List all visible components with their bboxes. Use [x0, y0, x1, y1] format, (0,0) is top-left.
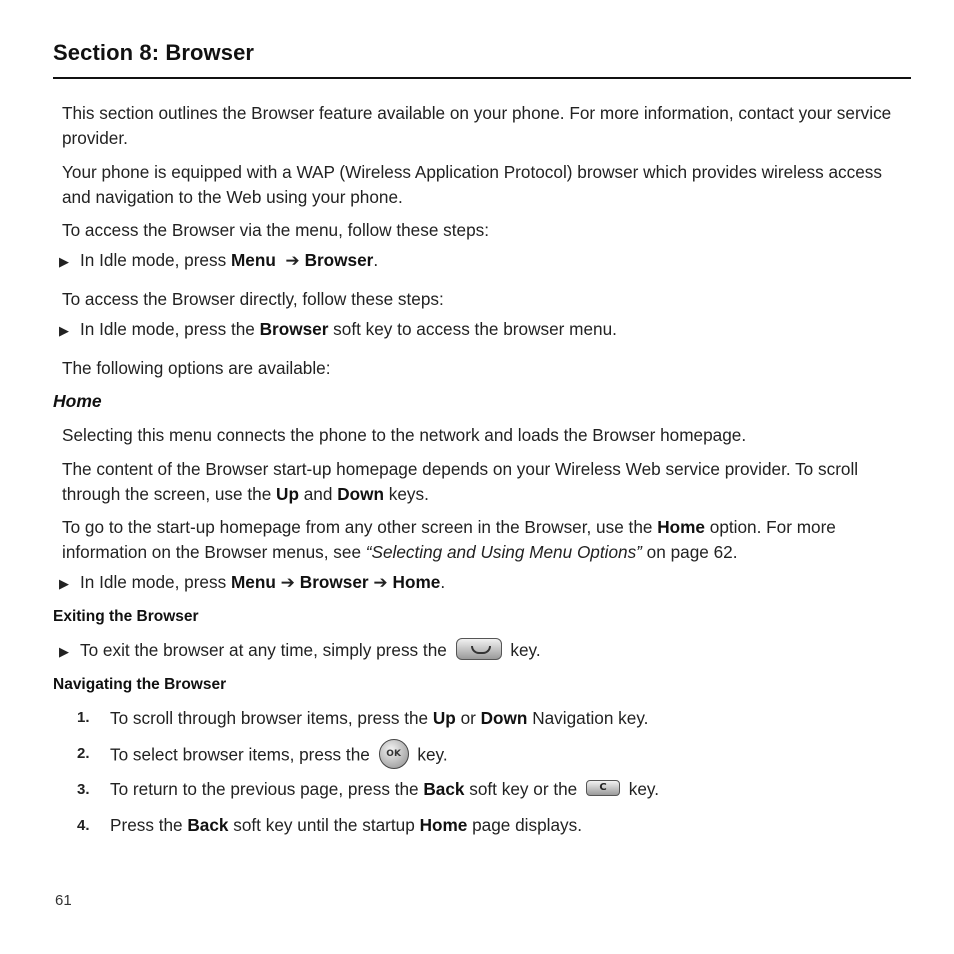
exiting-bullet [80, 638, 930, 663]
clear-key-icon: C [586, 780, 620, 796]
ok-key-icon: OK [379, 739, 409, 769]
text: Navigation key. [527, 708, 649, 728]
text: key. [628, 779, 660, 799]
text: The content of the Browser start-up homepage depends on your Wireless Web service provider. To scroll through the screen, use the [62, 459, 859, 504]
bullet-text: In Idle mode, press the [80, 319, 260, 339]
cross-reference: “Selecting and Using Menu Options” [365, 542, 642, 562]
text: soft key until the startup [228, 815, 420, 835]
browser-label: Browser [299, 572, 369, 592]
bullet-text-end: key. [510, 640, 541, 660]
step-number: 4. [77, 817, 90, 834]
intro-paragraph-2: Your phone is equipped with a WAP (Wireless Application Protocol) browser which provides wireless access and navigation to the Web using your phone. [62, 162, 882, 207]
text: To go to the start-up homepage from any other screen in the Browser, use the [62, 517, 658, 537]
home-label: Home [419, 815, 468, 835]
home-paragraph-1: Selecting this menu connects the phone to the network and loads the Browser homepage. [62, 425, 747, 445]
menu-label: Menu [230, 572, 276, 592]
arrow-icon: ➔ [285, 250, 300, 270]
text: To select browser items, press the [110, 744, 370, 765]
intro-paragraph-4: To access the Browser directly, follow these steps: [62, 289, 444, 309]
home-heading: Home [53, 391, 102, 411]
bullet-arrow-icon: ▶ [59, 254, 69, 269]
page-number: 61 [55, 892, 72, 909]
home-bullet [80, 570, 930, 595]
text: key. [417, 744, 448, 765]
browser-label: Browser [304, 250, 374, 270]
home-paragraph-2 [62, 457, 912, 507]
end-key-icon [456, 638, 502, 660]
arrow-icon: ➔ [280, 572, 296, 592]
arrow-icon: ➔ [373, 572, 388, 592]
bullet-arrow-icon: ▶ [59, 644, 69, 659]
home-label: Home [657, 517, 705, 537]
navigating-heading: Navigating the Browser [53, 676, 227, 693]
home-label: Home [392, 572, 441, 592]
intro-paragraph-1: This section outlines the Browser feature available on your phone. For more information, contact your service provider. [62, 103, 892, 148]
intro-bullet-direct [80, 317, 930, 342]
text: page displays. [467, 815, 582, 835]
bullet-text: In Idle mode, press [80, 572, 231, 592]
menu-label: Menu [230, 250, 276, 270]
exiting-heading: Exiting the Browser [53, 608, 199, 625]
text: To return to the previous page, press the [110, 779, 424, 799]
bullet-text: In Idle mode, press [80, 250, 231, 270]
down-label: Down [337, 484, 384, 504]
title-rule [53, 77, 911, 79]
intro-paragraph-3: To access the Browser via the menu, follow these steps: [62, 220, 490, 240]
intro-paragraph-5: The following options are available: [62, 358, 331, 378]
bullet-text-end: soft key to access the browser menu. [328, 319, 617, 339]
text: soft key or the [464, 779, 578, 799]
up-label: Up [432, 708, 456, 728]
text: Press the [110, 815, 188, 835]
step-2 [110, 741, 954, 771]
back-label: Back [187, 815, 229, 835]
text: option. For more information on the Browser menus, see [62, 517, 836, 562]
text: To scroll through browser items, press the [110, 708, 433, 728]
back-label: Back [423, 779, 465, 799]
page-title: Section 8: Browser [53, 40, 255, 65]
intro-bullet-menu [80, 248, 930, 273]
browser-label: Browser [259, 319, 329, 339]
step-3 [110, 777, 954, 802]
text: keys. [383, 484, 429, 504]
step-4 [110, 813, 954, 838]
step-1 [110, 706, 954, 731]
bullet-arrow-icon: ▶ [59, 323, 69, 338]
step-number: 2. [77, 745, 90, 762]
text: or [455, 708, 481, 728]
bullet-end: . [440, 572, 446, 592]
text: on page 62. [641, 542, 738, 562]
step-number: 3. [77, 781, 90, 798]
bullet-text: To exit the browser at any time, simply press the [80, 640, 447, 660]
bullet-end: . [373, 250, 379, 270]
home-paragraph-3 [62, 515, 912, 565]
down-label: Down [480, 708, 528, 728]
text: and [298, 484, 338, 504]
up-label: Up [276, 484, 299, 504]
bullet-arrow-icon: ▶ [59, 576, 69, 591]
step-number: 1. [77, 709, 90, 726]
